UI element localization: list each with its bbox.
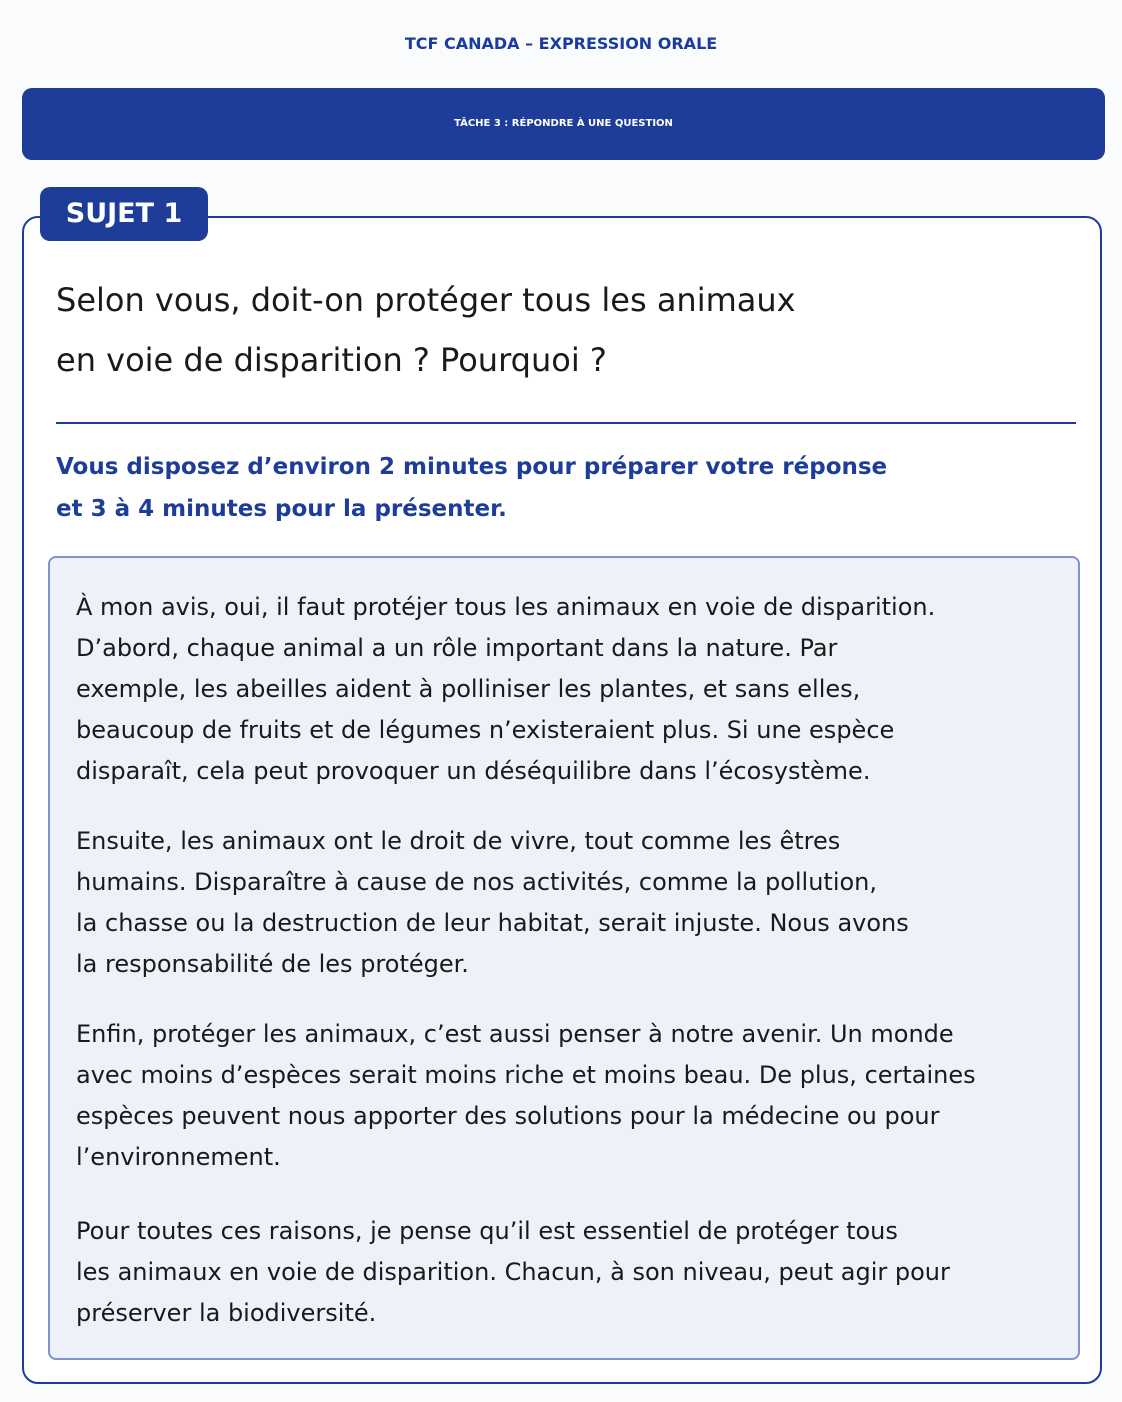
answer-line: avec moins d’espèces serait moins riche et moins beau. De plus, certaines: [76, 1061, 976, 1089]
task-banner: TÂCHE 3 : RÉPONDRE À UNE QUESTION: [22, 88, 1105, 160]
answer-line: la responsabilité de les protéger.: [76, 950, 469, 978]
answer-line: l’environnement.: [76, 1143, 281, 1171]
subject-badge: SUJET 1: [40, 187, 208, 241]
answer-line: D’abord, chaque animal a un rôle important dans la nature. Par: [76, 634, 838, 662]
answer-line: la chasse ou la destruction de leur habitat, serait injuste. Nous avons: [76, 909, 909, 937]
answer-line: Pour toutes ces raisons, je pense qu’il est essentiel de protéger tous: [76, 1217, 898, 1245]
question-line: Selon vous, doit-on protéger tous les animaux: [56, 281, 796, 319]
answer-line: disparaît, cela peut provoquer un déséquilibre dans l’écosystème.: [76, 757, 871, 785]
answer-line: exemple, les abeilles aident à polliniser les plantes, et sans elles,: [76, 675, 861, 703]
instruction-line: Vous disposez d’environ 2 minutes pour préparer votre réponse: [56, 454, 888, 480]
page-title: TCF CANADA – EXPRESSION ORALE: [404, 34, 718, 53]
instruction-line: et 3 à 4 minutes pour la présenter.: [56, 496, 507, 522]
answer-paragraph-2: [76, 821, 1066, 985]
answer-line: Enfin, protéger les animaux, c’est aussi penser à notre avenir. Un monde: [76, 1020, 954, 1048]
answer-line: espèces peuvent nous apporter des solutions pour la médecine ou pour: [76, 1102, 940, 1130]
answer-line: les animaux en voie de disparition. Chacun, à son niveau, peut agir pour: [76, 1258, 950, 1286]
answer-line: humains. Disparaître à cause de nos activités, comme la pollution,: [76, 868, 878, 896]
question: [56, 270, 956, 390]
answer-paragraph-1: [76, 587, 1066, 792]
answer-line: préserver la biodiversité.: [76, 1299, 377, 1327]
answer-line: Ensuite, les animaux ont le droit de vivre, tout comme les êtres: [76, 827, 841, 855]
answer-paragraph-3: [76, 1014, 1066, 1178]
divider: [56, 422, 1076, 424]
answer-line: beaucoup de fruits et de légumes n’existeraient plus. Si une espèce: [76, 716, 895, 744]
question-line: en voie de disparition ? Pourquoi ?: [56, 341, 607, 379]
answer-paragraph-4: [76, 1211, 1066, 1334]
instructions: [56, 446, 1056, 530]
answer-line: À mon avis, oui, il faut protéjer tous les animaux en voie de disparition.: [76, 593, 936, 621]
